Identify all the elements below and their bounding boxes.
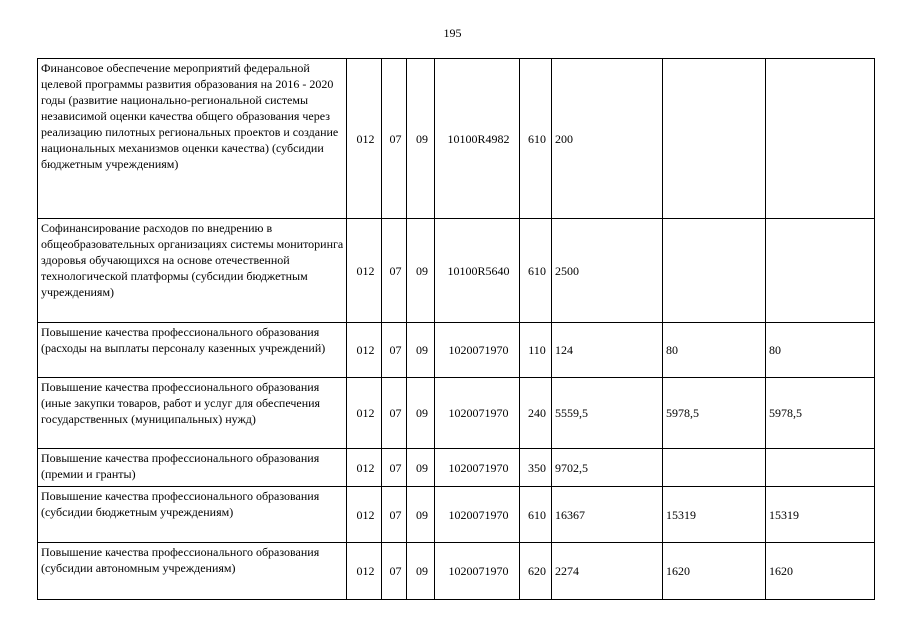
section-code: 07 (382, 487, 407, 543)
subsection-code: 09 (407, 449, 435, 487)
amount-year-2 (663, 449, 766, 487)
amount-year-3 (766, 449, 875, 487)
table-row (38, 543, 875, 600)
amount-year-3 (766, 59, 875, 219)
table-row (38, 378, 875, 449)
amount-year-1: 124 (552, 323, 663, 378)
target-article-code: 1020071970 (435, 543, 520, 600)
amount-year-1: 200 (552, 59, 663, 219)
table-row (38, 449, 875, 487)
target-article-code: 1020071970 (435, 487, 520, 543)
subsection-code: 09 (407, 219, 435, 323)
ministry-code: 012 (347, 378, 382, 449)
section-code: 07 (382, 323, 407, 378)
row-description: Повышение качества профессионального образования (иные закупки товаров, работ и услуг для обеспечения государственных (муниципальных) нужд) (38, 378, 347, 449)
amount-year-2: 1620 (663, 543, 766, 600)
section-code: 07 (382, 219, 407, 323)
expense-type-code: 610 (520, 219, 552, 323)
subsection-code: 09 (407, 487, 435, 543)
target-article-code: 10100R4982 (435, 59, 520, 219)
budget-table (37, 58, 875, 600)
expense-type-code: 350 (520, 449, 552, 487)
section-code: 07 (382, 449, 407, 487)
amount-year-3: 15319 (766, 487, 875, 543)
ministry-code: 012 (347, 219, 382, 323)
amount-year-2 (663, 59, 766, 219)
section-code: 07 (382, 543, 407, 600)
amount-year-2: 80 (663, 323, 766, 378)
table-row (38, 487, 875, 543)
row-description: Повышение качества профессионального образования (премии и гранты) (38, 449, 347, 487)
row-description: Софинансирование расходов по внедрению в общеобразовательных организациях системы мониторинга здоровья обучающихся на основе отечественной технологической платформы (субсидии бюджетным учреждениям) (38, 219, 347, 323)
expense-type-code: 610 (520, 59, 552, 219)
amount-year-3: 80 (766, 323, 875, 378)
row-description: Повышение качества профессионального образования (субсидии бюджетным учреждениям) (38, 487, 347, 543)
target-article-code: 1020071970 (435, 378, 520, 449)
subsection-code: 09 (407, 378, 435, 449)
section-code: 07 (382, 59, 407, 219)
expense-type-code: 110 (520, 323, 552, 378)
row-description: Повышение качества профессионального образования (расходы на выплаты персоналу казенных учреждений) (38, 323, 347, 378)
ministry-code: 012 (347, 487, 382, 543)
target-article-code: 1020071970 (435, 449, 520, 487)
ministry-code: 012 (347, 59, 382, 219)
target-article-code: 1020071970 (435, 323, 520, 378)
table-row (38, 219, 875, 323)
amount-year-1: 9702,5 (552, 449, 663, 487)
expense-type-code: 240 (520, 378, 552, 449)
amount-year-1: 5559,5 (552, 378, 663, 449)
target-article-code: 10100R5640 (435, 219, 520, 323)
amount-year-1: 16367 (552, 487, 663, 543)
subsection-code: 09 (407, 323, 435, 378)
page-number: 195 (443, 26, 462, 40)
row-description: Повышение качества профессионального образования (субсидии автономным учреждениям) (38, 543, 347, 600)
amount-year-3: 5978,5 (766, 378, 875, 449)
subsection-code: 09 (407, 543, 435, 600)
expense-type-code: 620 (520, 543, 552, 600)
amount-year-2: 5978,5 (663, 378, 766, 449)
section-code: 07 (382, 378, 407, 449)
table-row (38, 59, 875, 219)
amount-year-2 (663, 219, 766, 323)
ministry-code: 012 (347, 449, 382, 487)
ministry-code: 012 (347, 543, 382, 600)
ministry-code: 012 (347, 323, 382, 378)
expense-type-code: 610 (520, 487, 552, 543)
amount-year-3: 1620 (766, 543, 875, 600)
amount-year-3 (766, 219, 875, 323)
amount-year-1: 2500 (552, 219, 663, 323)
amount-year-2: 15319 (663, 487, 766, 543)
amount-year-1: 2274 (552, 543, 663, 600)
row-description: Финансовое обеспечение мероприятий федеральной целевой программы развития образования на 2016 - 2020 годы (развитие национально-региональной системы независимой оценки качества общего образования через реализацию пилотных региональных проектов и создание национальных механизмов оценки качества) (субсидии бюджетным учреждениям) (38, 59, 347, 219)
table-row (38, 323, 875, 378)
subsection-code: 09 (407, 59, 435, 219)
